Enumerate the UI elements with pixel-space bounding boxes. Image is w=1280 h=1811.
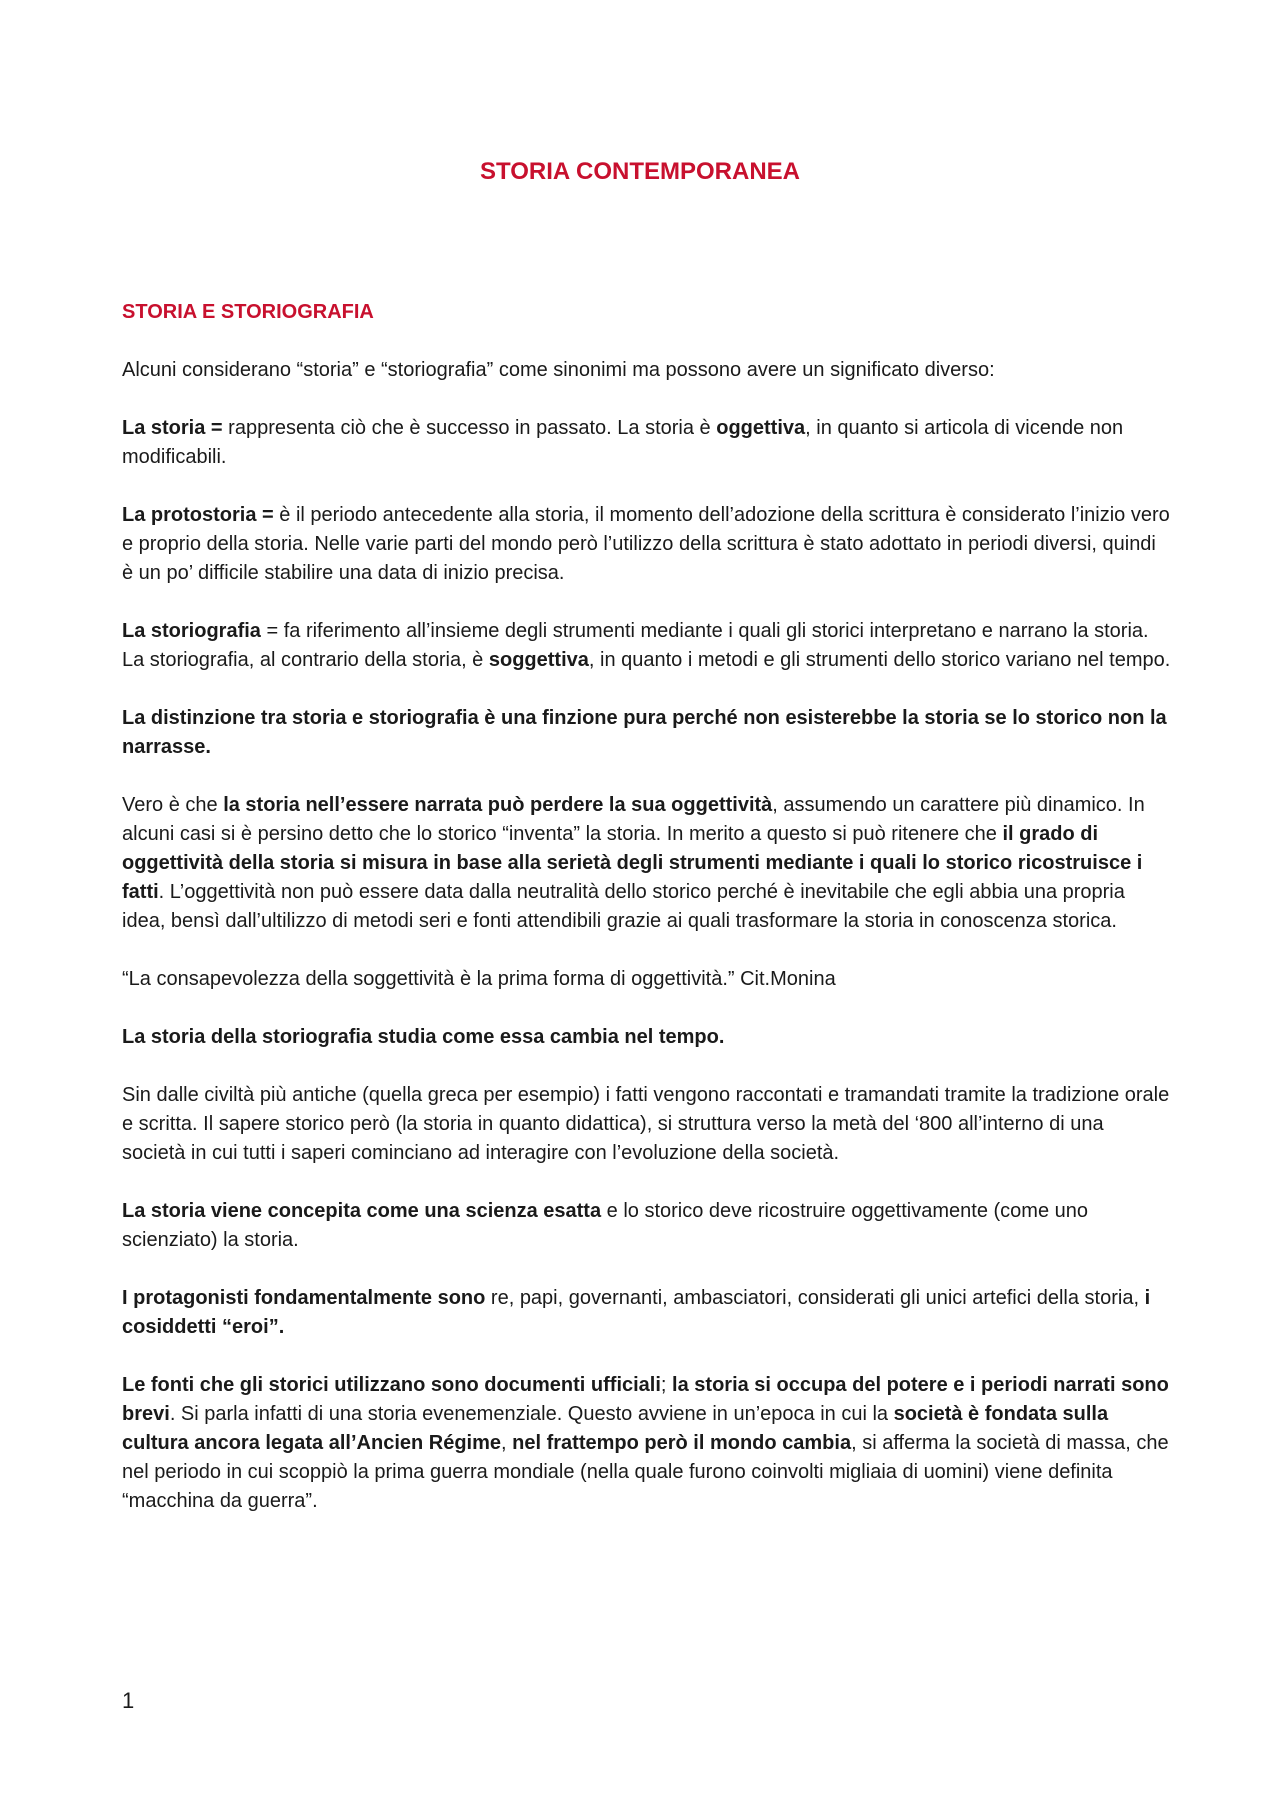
bold-text: La storia viene concepita come una scienza esatta	[122, 1200, 602, 1222]
body-text: , in quanto i metodi e gli strumenti dello storico variano nel tempo.	[588, 649, 1171, 671]
paragraph-p5	[122, 704, 1172, 762]
bold-text: La storia =	[122, 417, 223, 439]
bold-text: oggettiva	[716, 417, 806, 439]
paragraph-p11	[122, 1284, 1172, 1342]
page-number: 1	[122, 1688, 135, 1713]
body-text: re, papi, governanti, ambasciatori, considerati gli unici artefici della storia,	[485, 1287, 1145, 1309]
bold-text: I protagonisti fondamentalmente sono	[122, 1287, 486, 1309]
paragraph-p12	[122, 1371, 1172, 1516]
body-text: . L’oggettività non può essere data dalla neutralità dello storico perché è inevitabile che egli abbia una propria idea, bensì dall’ultilizzo di metodi seri e fonti attendibili grazie ai quali trasformare la storia in conoscenza storica.	[122, 881, 1125, 932]
bold-text: i cosiddetti “eroi”.	[122, 1287, 1151, 1338]
paragraph-p9	[122, 1081, 1172, 1168]
paragraph-p6	[122, 791, 1172, 936]
bold-text: La storia della storiografia studia come essa cambia nel tempo.	[122, 1026, 725, 1048]
body-text: ;	[660, 1374, 673, 1396]
paragraph-p3	[122, 501, 1172, 588]
paragraph-p1	[122, 356, 1172, 385]
body-text: , si afferma la società di massa, che nel periodo in cui scoppiò la prima guerra mondiale (nella quale furono coinvolti migliaia di uomini) viene definita “macchina da guerra”.	[122, 1432, 1169, 1512]
body-text: Sin dalle civiltà più antiche (quella greca per esempio) i fatti vengono raccontati e tramandati tramite la tradizione orale e scritta. Il sapere storico però (la storia in quanto didattica), si struttura verso la metà del ‘800 all’interno di una società in cui tutti i saperi cominciano ad interagire con l’evoluzione della società.	[122, 1084, 1170, 1164]
body-text: “La consapevolezza della soggettività è la prima forma di oggettività.” Cit.Monina	[122, 968, 836, 990]
bold-text: nel frattempo però il mondo cambia	[512, 1432, 852, 1454]
paragraph-p10	[122, 1197, 1172, 1255]
paragraph-p2	[122, 414, 1172, 472]
body-text: e lo storico deve ricostruire oggettivamente (come uno scienziato) la storia.	[122, 1200, 1088, 1251]
body-text: rappresenta ciò che è successo in passato. La storia è	[222, 417, 717, 439]
body-text: , in quanto si articola di vicende non modificabili.	[122, 417, 1124, 468]
bold-text: La protostoria =	[122, 504, 274, 526]
paragraph-p8	[122, 1023, 1172, 1052]
bold-text: società è fondata sulla cultura ancora legata all’Ancien Régime	[122, 1403, 1109, 1454]
body-text: ,	[501, 1432, 513, 1454]
paragraph-list	[122, 356, 1172, 1516]
body-text: Alcuni considerano “storia” e “storiografia” come sinonimi ma possono avere un significato diverso:	[122, 359, 995, 381]
body-text: Vero è che	[122, 794, 224, 816]
bold-text: la storia si occupa del potere e i periodi narrati sono brevi	[122, 1374, 1169, 1425]
bold-text: la storia nell’essere narrata può perdere la sua oggettività	[223, 794, 773, 816]
bold-text: La storiografia	[122, 620, 261, 642]
body-text: , assumendo un carattere più dinamico. In alcuni casi si è persino detto che lo storico “inventa” la storia. In merito a questo si può ritenere che	[122, 794, 1145, 845]
paragraph-p4	[122, 617, 1172, 675]
paragraph-p7	[122, 965, 1172, 994]
bold-text: Le fonti che gli storici utilizzano sono documenti ufficiali	[122, 1374, 661, 1396]
bold-text: soggettiva	[488, 649, 589, 671]
body-text: è il periodo antecedente alla storia, il momento dell’adozione della scrittura è considerato l’inizio vero e proprio della storia. Nelle varie parti del mondo però l’utilizzo della scrittura è stato adottato in periodi diversi, quindi è un po’ difficile stabilire una data di inizio precisa.	[122, 504, 1170, 584]
document-title: STORIA CONTEMPORANEA	[479, 158, 800, 185]
bold-text: La distinzione tra storia e storiografia è una finzione pura perché non esisterebbe la storia se lo storico non la narrasse.	[122, 707, 1167, 758]
document-body	[122, 298, 1172, 1545]
bold-text: il grado di oggettività della storia si misura in base alla serietà degli strumenti mediante i quali lo storico ricostruisce i fatti	[122, 823, 1143, 903]
body-text: . Si parla infatti di una storia evenemenziale. Questo avviene in un’epoca in cui la	[169, 1403, 894, 1425]
body-text: = fa riferimento all’insieme degli strumenti mediante i quali gli storici interpretano e narrano la storia. La storiografia, al contrario della storia, è	[122, 620, 1149, 671]
section-heading: STORIA E STORIOGRAFIA	[122, 301, 374, 323]
